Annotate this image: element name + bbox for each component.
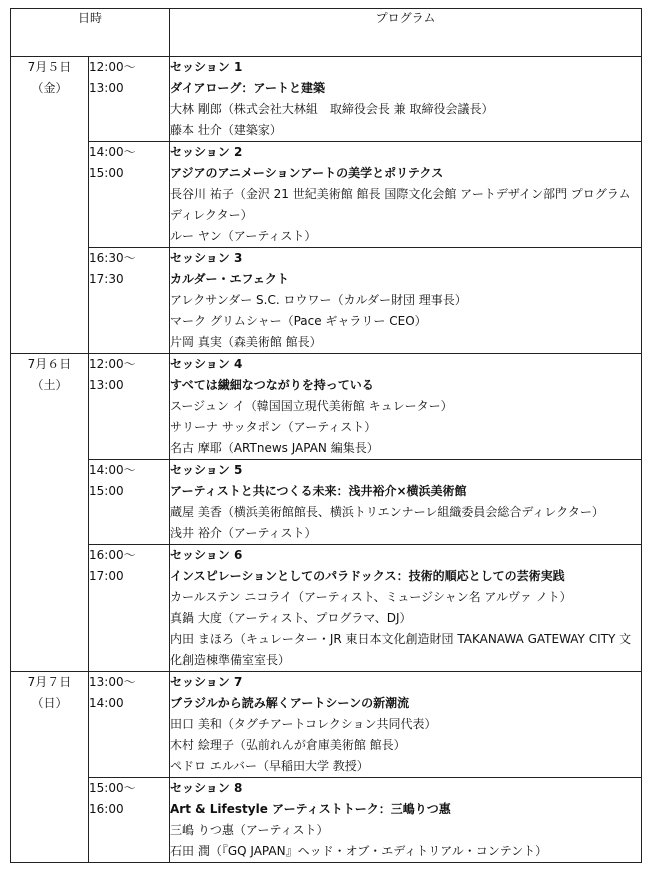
time-start: 13:00〜 (89, 675, 136, 689)
day-date: 7月７日 (27, 675, 72, 689)
time-end: 15:00 (89, 484, 124, 498)
session-title: カルダー・エフェクト (170, 272, 289, 286)
time-cell (89, 142, 170, 248)
session-guest: 浅井 裕介（アーティスト） (170, 526, 317, 540)
session-row (11, 354, 642, 460)
session-row (11, 57, 642, 142)
session-guest: 藤本 壮介（建築家） (170, 123, 282, 137)
session-guest: 長谷川 祐子（金沢 21 世紀美術館 館長 国際文化会館 アートデザイン部門 プログラムディレクター） (170, 187, 631, 222)
time-cell (89, 248, 170, 354)
session-title: アジアのアニメーションアートの美学とポリテクス (170, 166, 444, 180)
session-guest: ルー ヤン（アーティスト） (170, 229, 317, 243)
time-cell (89, 460, 170, 545)
time-start: 12:00〜 (89, 357, 136, 371)
day-cell (11, 57, 89, 354)
session-title: アーティストと共につくる未来：浅井裕介×横浜美術館 (170, 484, 467, 498)
session-label: セッション 7 (170, 675, 243, 689)
session-label: セッション 1 (170, 60, 243, 74)
session-label: セッション 8 (170, 781, 243, 795)
session-title: インスピレーションとしてのパラドックス：技術的順応としての芸術実践 (170, 569, 565, 583)
session-label: セッション 3 (170, 251, 243, 265)
time-end: 14:00 (89, 696, 124, 710)
session-guest: 木村 絵理子（弘前れんが倉庫美術館 館長） (170, 738, 406, 752)
program-cell (170, 460, 642, 545)
session-guest: 蔵屋 美香（横浜美術館館長、横浜トリエンナーレ組織委員会総合ディレクター） (170, 505, 604, 519)
session-guest: マーク グリムシャー（Pace ギャラリー CEO） (170, 314, 427, 328)
session-guest: ペドロ エルバー（早稲田大学 教授） (170, 759, 369, 773)
session-guest: 石田 潤（『GQ JAPAN』ヘッド・オブ・エディトリアル・コンテント） (170, 844, 548, 858)
session-guest: 三嶋 りつ惠（アーティスト） (170, 823, 329, 837)
session-row (11, 778, 642, 863)
program-cell (170, 57, 642, 142)
program-cell (170, 778, 642, 863)
time-end: 16:00 (89, 802, 124, 816)
session-title: Art & Lifestyle アーティストトーク：三嶋りつ惠 (170, 802, 451, 816)
session-label: セッション 4 (170, 357, 243, 371)
day-cell (11, 672, 89, 863)
session-guest: 真鍋 大度（アーティスト、プログラマ、DJ） (170, 611, 412, 625)
day-weekday: （土） (31, 378, 68, 392)
time-start: 15:00〜 (89, 781, 136, 795)
header-datetime: 日時 (11, 9, 170, 57)
time-start: 14:00〜 (89, 145, 136, 159)
time-cell (89, 545, 170, 672)
schedule-table (10, 8, 642, 863)
session-guest: 内田 まほろ（キュレーター・JR 東日本文化創造財団 TAKANAWA GATEWAY CITY 文化創造棟準備室室長） (170, 632, 632, 667)
time-start: 14:00〜 (89, 463, 136, 477)
session-guest: 片岡 真実（森美術館 館長） (170, 335, 322, 349)
day-cell (11, 354, 89, 672)
time-cell (89, 354, 170, 460)
schedule-body (11, 57, 642, 863)
program-cell (170, 142, 642, 248)
session-guest: 大林 剛郎（株式会社大林組 取締役会長 兼 取締役会議長） (170, 102, 494, 116)
program-cell (170, 248, 642, 354)
day-weekday: （金） (31, 81, 68, 95)
session-guest: 名古 摩耶（ARTnews JAPAN 編集長） (170, 441, 379, 455)
program-cell (170, 672, 642, 778)
day-date: 7月５日 (27, 60, 72, 74)
session-guest: カールステン ニコライ（アーティスト、ミュージシャン名 アルヴァ ノト） (170, 590, 572, 604)
header-program: プログラム (170, 9, 642, 57)
day-weekday: （日） (31, 696, 68, 710)
session-row (11, 672, 642, 778)
session-guest: 田口 美和（タグチアートコレクション共同代表） (170, 717, 437, 731)
session-row (11, 460, 642, 545)
day-date: 7月６日 (27, 357, 72, 371)
session-label: セッション 6 (170, 548, 243, 562)
session-label: セッション 2 (170, 145, 243, 159)
session-row (11, 142, 642, 248)
session-guest: スージュン イ（韓国国立現代美術館 キュレーター） (170, 399, 453, 413)
header-row (11, 9, 642, 57)
session-guest: サリーナ サッタポン（アーティスト） (170, 420, 377, 434)
time-start: 16:00〜 (89, 548, 136, 562)
session-row (11, 545, 642, 672)
time-end: 17:30 (89, 272, 124, 286)
time-end: 15:00 (89, 166, 124, 180)
time-cell (89, 672, 170, 778)
session-title: すべては繊細なつながりを持っている (170, 378, 374, 392)
time-end: 13:00 (89, 378, 124, 392)
session-title: ダイアローグ：アートと建築 (170, 81, 326, 95)
session-guest: アレクサンダー S.C. ロウワー（カルダー財団 理事長） (170, 293, 467, 307)
time-cell (89, 778, 170, 863)
time-end: 13:00 (89, 81, 124, 95)
session-label: セッション 5 (170, 463, 243, 477)
program-cell (170, 354, 642, 460)
time-start: 16:30〜 (89, 251, 136, 265)
time-cell (89, 57, 170, 142)
session-row (11, 248, 642, 354)
program-cell (170, 545, 642, 672)
time-end: 17:00 (89, 569, 124, 583)
session-title: ブラジルから読み解くアートシーンの新潮流 (170, 696, 410, 710)
time-start: 12:00〜 (89, 60, 136, 74)
